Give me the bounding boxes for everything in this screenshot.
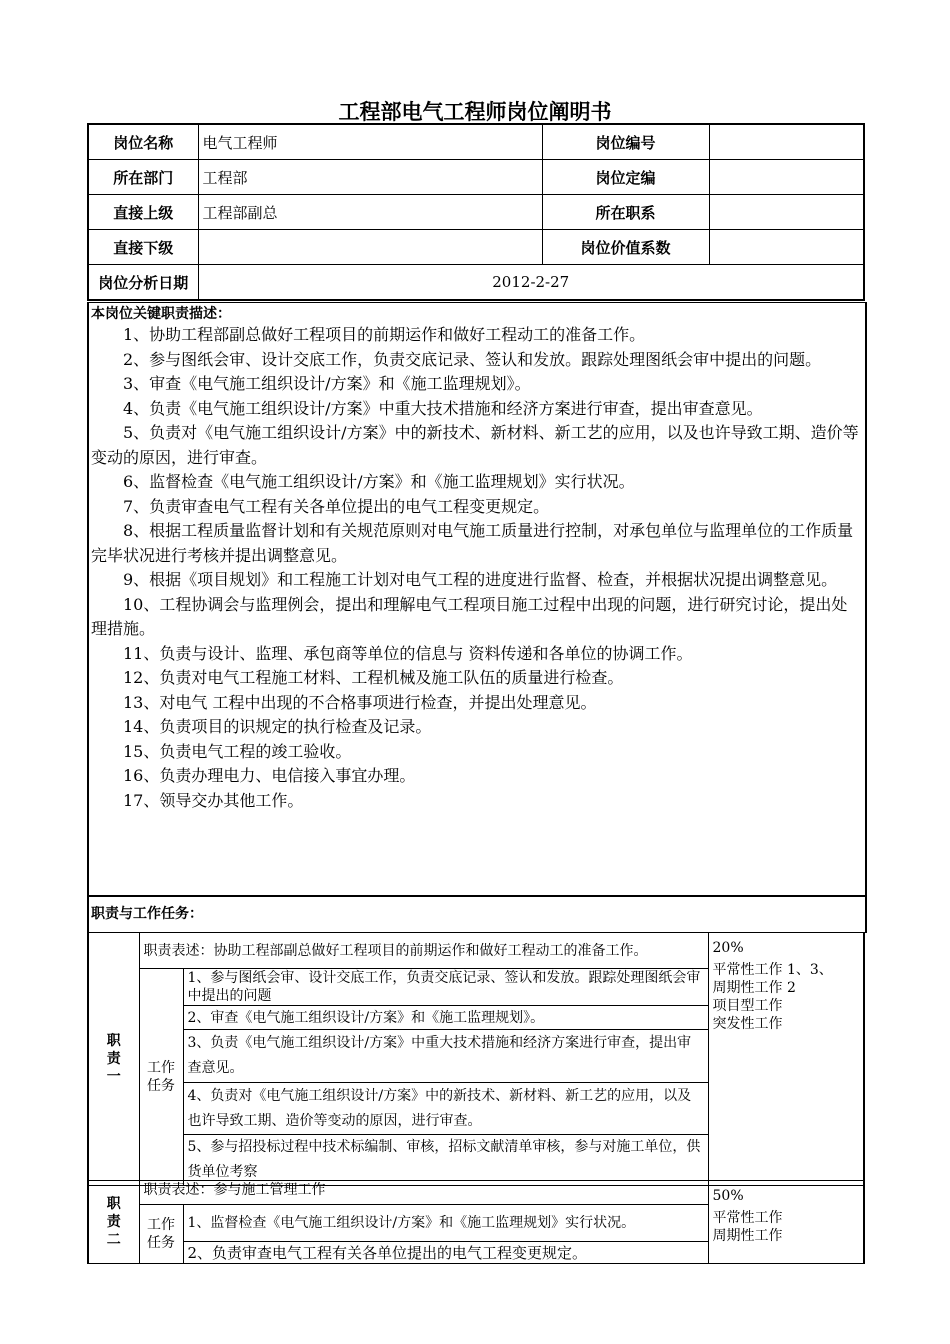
key-responsibilities-heading: 本岗位关键职责描述： [91,306,231,322]
duty-one-task: 3、负责《电气施工组织设计/方案》中重大技术措施和经济方案进行审查，提出审查意见。 [183,1030,708,1083]
responsibility-item: 11、负责与设计、监理、承包商等单位的信息与 资料传递和各单位的协调工作。 [123,643,693,663]
document-title: 工程部电气工程师岗位阐明书 [338,100,612,124]
position-name-value: 电气工程师 [198,124,542,160]
duty-one-table [87,932,865,1186]
quota-label: 岗位定编 [542,160,709,195]
responsibility-item: 17、领导交办其他工作。 [123,790,304,810]
work-type-project: 项目型工作 [712,998,783,1014]
job-series-value [709,195,864,230]
analysis-date-value: 2012-2-27 [198,265,864,301]
department-label: 所在部门 [88,160,198,195]
duty-two-label [88,1181,139,1264]
work-type-routine: 平常性工作 [712,1210,783,1226]
subordinate-label: 直接下级 [88,230,198,265]
quota-value [709,160,864,195]
responsibility-item: 9、根据《项目规划》和工程施工计划对电气工程的进度进行监督、检查，并根据状况提出调整意见。 [123,570,838,589]
job-series-label: 所在职系 [542,195,709,230]
responsibility-item: 14、负责项目的识规定的执行检查及记录。 [123,717,432,736]
subordinate-value [198,230,542,265]
duty-one-classification [708,933,864,1186]
responsibility-item: 7、负责审查电气工程有关各单位提出的电气工程变更规定。 [123,496,550,516]
responsibility-item: 10、工程协调会与监理例会，提出和理解电气工程项目施工过程中出现的问题，进行研究讨论，提出处理措施。 [91,594,848,638]
superior-label: 直接上级 [88,195,198,230]
responsibility-item: 6、监督检查《电气施工组织设计/方案》和《施工监理规划》实行状况。 [123,472,635,491]
responsibility-item: 4、负责《电气施工组织设计/方案》中重大技术措施和经济方案进行审查，提出审查意见。 [123,398,763,418]
position-name-label: 岗位名称 [88,124,198,160]
responsibility-item: 3、审查《电气施工组织设计/方案》和《施工监理规划》。 [123,374,531,393]
position-info-table [87,123,865,301]
work-type-urgent: 突发性工作 [712,1016,783,1032]
duty-one-task: 4、负责对《电气施工组织设计/方案》中的新技术、新材料、新工艺的应用，以及也许导致工期、造价等变动的原因，进行审查。 [183,1083,708,1135]
duty-one-task-label-text: 工作任务 [147,1060,175,1094]
value-coefficient-label: 岗位价值系数 [542,230,709,265]
work-type-periodic: 周期性工作 2 [712,980,796,996]
duty-one-label [88,933,139,1186]
duty-one-task: 2、审查《电气施工组织设计/方案》和《施工监理规划》。 [183,1006,708,1030]
value-coefficient-value [709,230,864,265]
duty-one-label-text: 职责一 [106,1033,121,1085]
duty-two-table [87,1180,865,1264]
department-value: 工程部 [198,160,542,195]
responsibility-item: 15、负责电气工程的竣工验收。 [123,741,352,761]
duty-two-task: 2、负责审查电气工程有关各单位提出的电气工程变更规定。 [183,1242,708,1264]
position-code-value [709,124,864,160]
responsibility-item: 8、根据工程质量监督计划和有关规范原则对电气施工质量进行控制，对承包单位与监理单位的工作质量完毕状况进行考核并提出调整意见。 [91,521,854,565]
responsibility-item: 13、对电气 工程中出现的不合格事项进行检查，并提出处理意见。 [123,692,597,712]
duty-one-statement: 职责表述：协助工程部副总做好工程项目的前期运作和做好工程动工的准备工作。 [139,933,708,969]
position-code-label: 岗位编号 [542,124,709,160]
responsibility-item: 16、负责办理电力、电信接入事宜办理。 [123,766,416,785]
duty-one-task: 1、参与图纸会审、设计交底工作，负责交底记录、签认和发放。跟踪处理图纸会审中提出的问题 [183,969,708,1006]
responsibility-item: 1、协助工程部副总做好工程项目的前期运作和做好工程动工的准备工作。 [123,325,646,344]
responsibility-item: 5、负责对《电气施工组织设计/方案》中的新技术、新材料、新工艺的应用，以及也许导致工期、造价等变动的原因，进行审查。 [91,423,859,467]
duties-section-title: 职责与工作任务： [87,895,867,933]
duty-two-task-label [139,1205,183,1264]
duty-two-task: 1、监督检查《电气施工组织设计/方案》和《施工监理规划》实行状况。 [183,1205,708,1242]
key-responsibilities [87,302,867,898]
duty-two-task-label-text: 工作任务 [147,1217,175,1251]
duty-two-label-text: 职责二 [106,1196,121,1248]
duty-two-percent: 50% [712,1188,744,1204]
responsibility-item: 2、参与图纸会审、设计交底工作，负责交底记录、签认和发放。跟踪处理图纸会审中提出的问题。 [123,349,822,369]
duty-one-task-label [139,969,183,1186]
superior-value: 工程部副总 [198,195,542,230]
work-type-periodic: 周期性工作 [712,1228,783,1244]
duty-one-task: 5、参与招投标过程中技术标编制、审核，招标文献清单审核，参与对施工单位，供货单位考察 [183,1135,708,1186]
duty-two-classification [708,1181,864,1264]
duty-one-percent: 20% [712,940,744,956]
work-type-routine: 平常性工作 1、3、 [712,962,833,978]
analysis-date-label: 岗位分析日期 [88,265,198,301]
responsibility-item: 12、负责对电气工程施工材料、工程机械及施工队伍的质量进行检查。 [123,668,624,687]
duty-two-statement: 职责表述：参与施工管理工作 [139,1181,708,1205]
